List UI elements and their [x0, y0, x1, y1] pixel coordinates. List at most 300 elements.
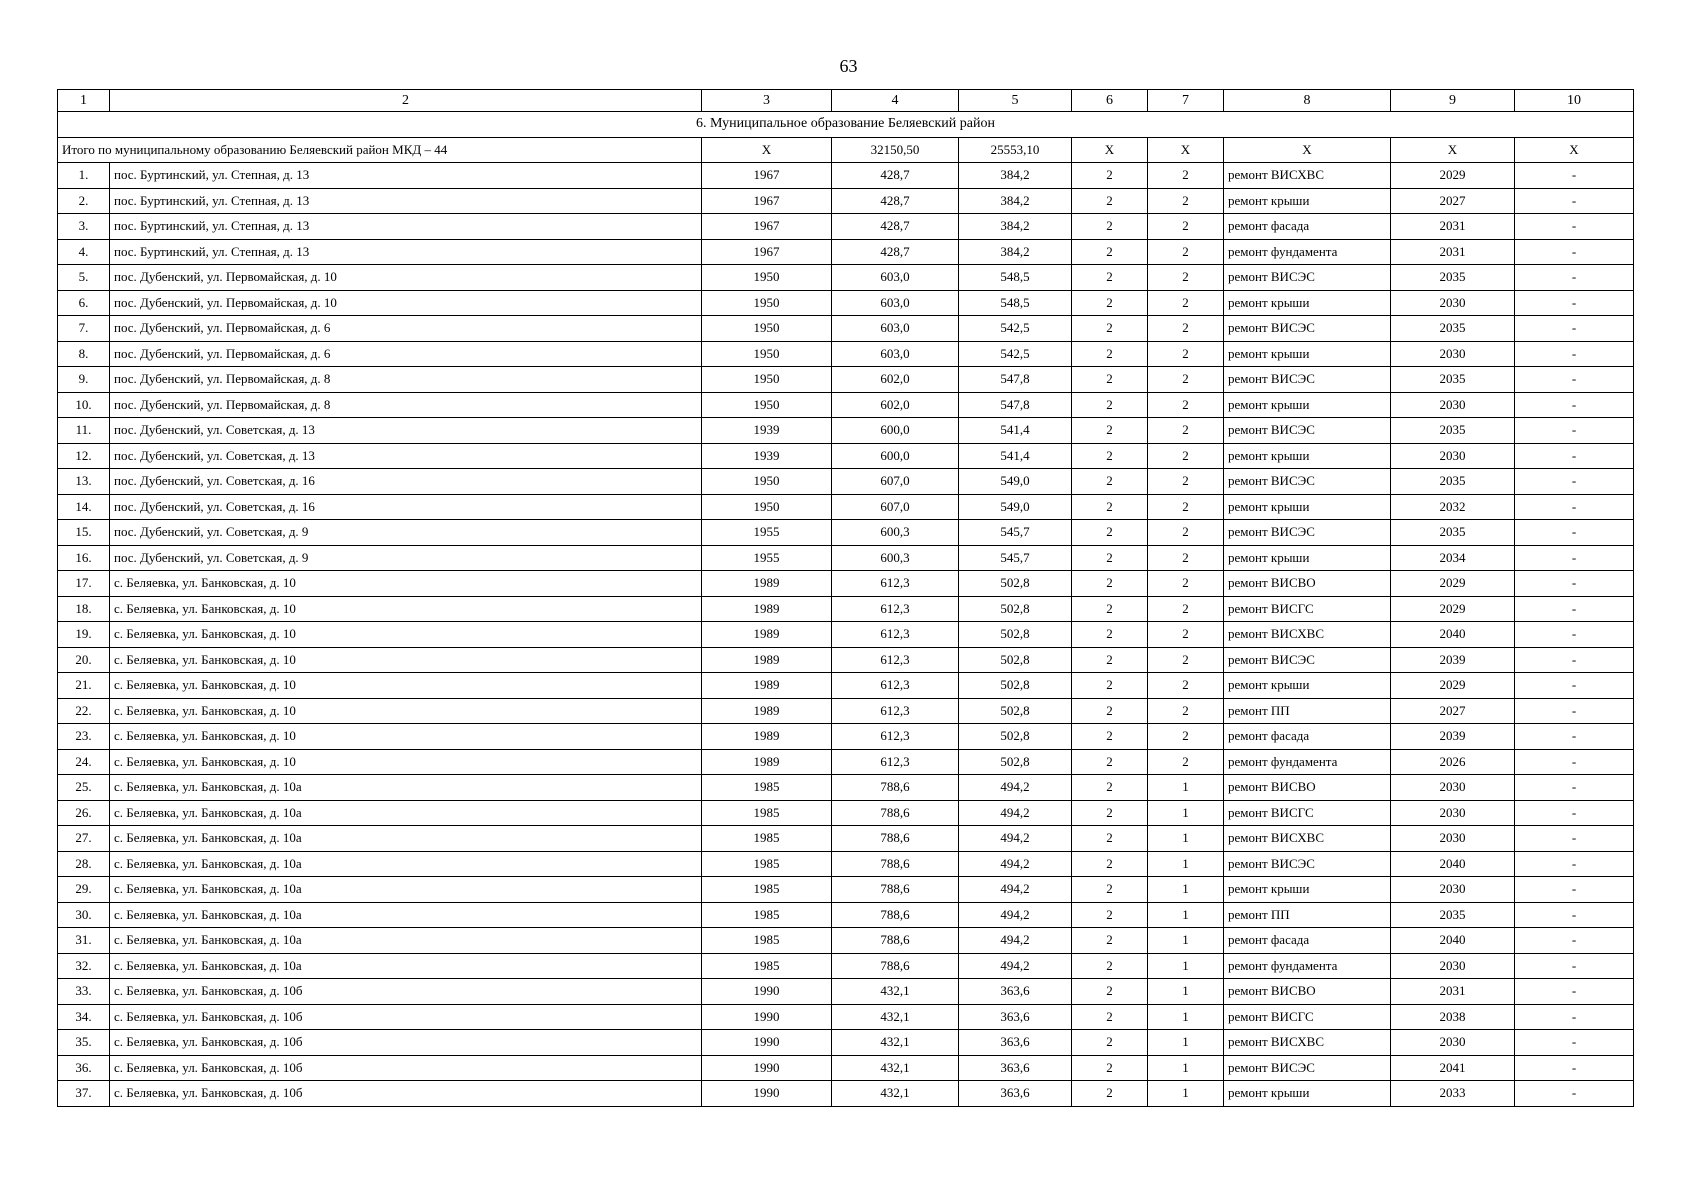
year-cell: 1989 [702, 749, 832, 775]
year-cell: 1967 [702, 163, 832, 189]
planned-year-cell: 2029 [1391, 673, 1515, 699]
area-living-cell: 363,6 [959, 1004, 1072, 1030]
table-row [58, 520, 1634, 546]
planned-year-cell: 2029 [1391, 163, 1515, 189]
col10-cell: - [1515, 239, 1634, 265]
area-living-cell: 502,8 [959, 698, 1072, 724]
area-living-cell: 502,8 [959, 622, 1072, 648]
col7-cell: 2 [1148, 571, 1224, 597]
col6-cell: 2 [1072, 1055, 1148, 1081]
col6-cell: 2 [1072, 622, 1148, 648]
col7-cell: 2 [1148, 469, 1224, 495]
row-number: 3. [58, 214, 110, 240]
column-header: 10 [1515, 90, 1634, 112]
col7-cell: 2 [1148, 163, 1224, 189]
address-cell: с. Беляевка, ул. Банковская, д. 10а [110, 800, 702, 826]
work-type-cell: ремонт ВИСХВС [1224, 622, 1391, 648]
col6-cell: 2 [1072, 1004, 1148, 1030]
row-number: 33. [58, 979, 110, 1005]
work-type-cell: ремонт крыши [1224, 545, 1391, 571]
area-total-cell: 428,7 [832, 239, 959, 265]
row-number: 5. [58, 265, 110, 291]
planned-year-cell: 2030 [1391, 775, 1515, 801]
year-cell: 1985 [702, 800, 832, 826]
year-cell: 1950 [702, 494, 832, 520]
work-type-cell: ремонт ВИСЭС [1224, 265, 1391, 291]
table-row [58, 928, 1634, 954]
planned-year-cell: 2039 [1391, 647, 1515, 673]
row-number: 6. [58, 290, 110, 316]
work-type-cell: ремонт крыши [1224, 877, 1391, 903]
year-cell: 1989 [702, 673, 832, 699]
year-cell: 1985 [702, 877, 832, 903]
column-header: 2 [110, 90, 702, 112]
row-number: 18. [58, 596, 110, 622]
col10-cell: - [1515, 596, 1634, 622]
col6-cell: 2 [1072, 775, 1148, 801]
table-row [58, 902, 1634, 928]
planned-year-cell: 2030 [1391, 443, 1515, 469]
year-cell: 1967 [702, 188, 832, 214]
planned-year-cell: 2026 [1391, 749, 1515, 775]
col6-cell: 2 [1072, 953, 1148, 979]
area-living-cell: 502,8 [959, 673, 1072, 699]
col10-cell: - [1515, 749, 1634, 775]
area-total-cell: 788,6 [832, 775, 959, 801]
year-cell: 1989 [702, 596, 832, 622]
area-total-cell: 603,0 [832, 341, 959, 367]
column-header: 1 [58, 90, 110, 112]
row-number: 1. [58, 163, 110, 189]
area-living-cell: 541,4 [959, 418, 1072, 444]
table-row [58, 571, 1634, 597]
col7-cell: 1 [1148, 979, 1224, 1005]
col7-cell: 1 [1148, 1081, 1224, 1107]
address-cell: с. Беляевка, ул. Банковская, д. 10 [110, 724, 702, 750]
col6-cell: 2 [1072, 596, 1148, 622]
col10-cell: - [1515, 622, 1634, 648]
address-cell: с. Беляевка, ул. Банковская, д. 10а [110, 928, 702, 954]
col7-cell: 2 [1148, 596, 1224, 622]
year-cell: 1950 [702, 392, 832, 418]
year-cell: 1985 [702, 928, 832, 954]
col7-cell: 2 [1148, 239, 1224, 265]
area-living-cell: 494,2 [959, 775, 1072, 801]
total-cell: Х [1224, 137, 1391, 163]
planned-year-cell: 2030 [1391, 800, 1515, 826]
col6-cell: 2 [1072, 265, 1148, 291]
planned-year-cell: 2030 [1391, 1030, 1515, 1056]
col6-cell: 2 [1072, 316, 1148, 342]
address-cell: пос. Дубенский, ул. Первомайская, д. 10 [110, 290, 702, 316]
area-total-cell: 788,6 [832, 851, 959, 877]
col7-cell: 2 [1148, 698, 1224, 724]
work-type-cell: ремонт крыши [1224, 443, 1391, 469]
work-type-cell: ремонт ВИСВО [1224, 571, 1391, 597]
area-living-cell: 363,6 [959, 1055, 1072, 1081]
col7-cell: 2 [1148, 214, 1224, 240]
work-type-cell: ремонт фасада [1224, 214, 1391, 240]
work-type-cell: ремонт крыши [1224, 290, 1391, 316]
address-cell: с. Беляевка, ул. Банковская, д. 10 [110, 571, 702, 597]
planned-year-cell: 2031 [1391, 214, 1515, 240]
area-living-cell: 363,6 [959, 1030, 1072, 1056]
col7-cell: 1 [1148, 902, 1224, 928]
row-number: 31. [58, 928, 110, 954]
row-number: 9. [58, 367, 110, 393]
col6-cell: 2 [1072, 902, 1148, 928]
area-living-cell: 549,0 [959, 494, 1072, 520]
col7-cell: 2 [1148, 673, 1224, 699]
area-total-cell: 788,6 [832, 953, 959, 979]
col10-cell: - [1515, 214, 1634, 240]
work-type-cell: ремонт ВИСЭС [1224, 851, 1391, 877]
table-row [58, 698, 1634, 724]
planned-year-cell: 2040 [1391, 622, 1515, 648]
col6-cell: 2 [1072, 367, 1148, 393]
col7-cell: 2 [1148, 494, 1224, 520]
address-cell: пос. Дубенский, ул. Советская, д. 16 [110, 469, 702, 495]
area-total-cell: 603,0 [832, 265, 959, 291]
area-living-cell: 494,2 [959, 928, 1072, 954]
address-cell: с. Беляевка, ул. Банковская, д. 10 [110, 698, 702, 724]
year-cell: 1985 [702, 902, 832, 928]
work-type-cell: ремонт ВИСХВС [1224, 163, 1391, 189]
area-living-cell: 384,2 [959, 239, 1072, 265]
col10-cell: - [1515, 851, 1634, 877]
year-cell: 1989 [702, 647, 832, 673]
col10-cell: - [1515, 877, 1634, 903]
table-row [58, 1055, 1634, 1081]
year-cell: 1950 [702, 316, 832, 342]
col7-cell: 2 [1148, 392, 1224, 418]
planned-year-cell: 2035 [1391, 316, 1515, 342]
area-living-cell: 363,6 [959, 979, 1072, 1005]
area-living-cell: 363,6 [959, 1081, 1072, 1107]
col10-cell: - [1515, 1004, 1634, 1030]
col6-cell: 2 [1072, 571, 1148, 597]
work-type-cell: ремонт ПП [1224, 902, 1391, 928]
area-total-cell: 788,6 [832, 928, 959, 954]
col7-cell: 2 [1148, 265, 1224, 291]
col6-cell: 2 [1072, 469, 1148, 495]
area-total-cell: 612,3 [832, 647, 959, 673]
work-type-cell: ремонт ВИСЭС [1224, 647, 1391, 673]
table-row [58, 826, 1634, 852]
row-number: 28. [58, 851, 110, 877]
table-row [58, 979, 1634, 1005]
col6-cell: 2 [1072, 749, 1148, 775]
col10-cell: - [1515, 367, 1634, 393]
table-row [58, 494, 1634, 520]
col10-cell: - [1515, 163, 1634, 189]
row-number: 7. [58, 316, 110, 342]
col7-cell: 1 [1148, 800, 1224, 826]
work-type-cell: ремонт ВИСЭС [1224, 367, 1391, 393]
col7-cell: 2 [1148, 443, 1224, 469]
year-cell: 1990 [702, 1004, 832, 1030]
address-cell: с. Беляевка, ул. Банковская, д. 10 [110, 749, 702, 775]
area-living-cell: 545,7 [959, 545, 1072, 571]
column-header: 9 [1391, 90, 1515, 112]
year-cell: 1990 [702, 1030, 832, 1056]
column-header: 6 [1072, 90, 1148, 112]
table-row [58, 673, 1634, 699]
table-row [58, 877, 1634, 903]
table-row [58, 1030, 1634, 1056]
total-cell: Х [1148, 137, 1224, 163]
planned-year-cell: 2027 [1391, 188, 1515, 214]
col7-cell: 2 [1148, 418, 1224, 444]
work-type-cell: ремонт крыши [1224, 673, 1391, 699]
area-living-cell: 494,2 [959, 800, 1072, 826]
table-row [58, 418, 1634, 444]
col10-cell: - [1515, 545, 1634, 571]
row-number: 11. [58, 418, 110, 444]
planned-year-cell: 2031 [1391, 979, 1515, 1005]
area-living-cell: 547,8 [959, 367, 1072, 393]
year-cell: 1989 [702, 724, 832, 750]
table-row [58, 163, 1634, 189]
table-row [58, 188, 1634, 214]
row-number: 17. [58, 571, 110, 597]
year-cell: 1985 [702, 826, 832, 852]
area-total-cell: 432,1 [832, 979, 959, 1005]
planned-year-cell: 2035 [1391, 520, 1515, 546]
col7-cell: 1 [1148, 1055, 1224, 1081]
col10-cell: - [1515, 188, 1634, 214]
area-living-cell: 549,0 [959, 469, 1072, 495]
table-row [58, 622, 1634, 648]
total-cell: Х [1515, 137, 1634, 163]
col6-cell: 2 [1072, 979, 1148, 1005]
area-total-cell: 600,3 [832, 520, 959, 546]
area-living-cell: 542,5 [959, 341, 1072, 367]
total-cell: Х [1391, 137, 1515, 163]
col7-cell: 2 [1148, 545, 1224, 571]
col10-cell: - [1515, 520, 1634, 546]
table-row [58, 367, 1634, 393]
area-total-cell: 428,7 [832, 214, 959, 240]
col10-cell: - [1515, 673, 1634, 699]
area-total-cell: 788,6 [832, 902, 959, 928]
col10-cell: - [1515, 443, 1634, 469]
area-total-cell: 432,1 [832, 1030, 959, 1056]
planned-year-cell: 2031 [1391, 239, 1515, 265]
year-cell: 1967 [702, 214, 832, 240]
planned-year-cell: 2030 [1391, 392, 1515, 418]
col6-cell: 2 [1072, 1081, 1148, 1107]
col6-cell: 2 [1072, 188, 1148, 214]
work-type-cell: ремонт ВИСГС [1224, 596, 1391, 622]
repair-program-table [57, 89, 1634, 1107]
address-cell: с. Беляевка, ул. Банковская, д. 10б [110, 979, 702, 1005]
col6-cell: 2 [1072, 494, 1148, 520]
row-number: 21. [58, 673, 110, 699]
col6-cell: 2 [1072, 418, 1148, 444]
area-living-cell: 545,7 [959, 520, 1072, 546]
address-cell: пос. Дубенский, ул. Первомайская, д. 10 [110, 265, 702, 291]
col6-cell: 2 [1072, 163, 1148, 189]
row-number: 2. [58, 188, 110, 214]
year-cell: 1985 [702, 851, 832, 877]
year-cell: 1950 [702, 367, 832, 393]
col7-cell: 1 [1148, 1004, 1224, 1030]
work-type-cell: ремонт ВИСЭС [1224, 469, 1391, 495]
row-number: 29. [58, 877, 110, 903]
area-total-cell: 432,1 [832, 1081, 959, 1107]
planned-year-cell: 2040 [1391, 851, 1515, 877]
col7-cell: 1 [1148, 877, 1224, 903]
row-number: 13. [58, 469, 110, 495]
planned-year-cell: 2035 [1391, 418, 1515, 444]
col10-cell: - [1515, 1030, 1634, 1056]
col7-cell: 2 [1148, 316, 1224, 342]
work-type-cell: ремонт фасада [1224, 724, 1391, 750]
planned-year-cell: 2030 [1391, 953, 1515, 979]
area-total-cell: 607,0 [832, 494, 959, 520]
col6-cell: 2 [1072, 341, 1148, 367]
col7-cell: 2 [1148, 749, 1224, 775]
address-cell: пос. Дубенский, ул. Советская, д. 9 [110, 545, 702, 571]
planned-year-cell: 2030 [1391, 341, 1515, 367]
table-row [58, 239, 1634, 265]
table-row [58, 443, 1634, 469]
area-living-cell: 384,2 [959, 214, 1072, 240]
planned-year-cell: 2040 [1391, 928, 1515, 954]
table-row [58, 851, 1634, 877]
work-type-cell: ремонт ВИСГС [1224, 1004, 1391, 1030]
col7-cell: 2 [1148, 520, 1224, 546]
address-cell: с. Беляевка, ул. Банковская, д. 10 [110, 596, 702, 622]
col7-cell: 2 [1148, 367, 1224, 393]
work-type-cell: ремонт крыши [1224, 188, 1391, 214]
col6-cell: 2 [1072, 545, 1148, 571]
row-number: 8. [58, 341, 110, 367]
total-cell: Х [702, 137, 832, 163]
col7-cell: 1 [1148, 953, 1224, 979]
col7-cell: 1 [1148, 826, 1224, 852]
planned-year-cell: 2030 [1391, 290, 1515, 316]
address-cell: пос. Буртинский, ул. Степная, д. 13 [110, 214, 702, 240]
row-number: 27. [58, 826, 110, 852]
area-total-cell: 600,3 [832, 545, 959, 571]
year-cell: 1989 [702, 698, 832, 724]
row-number: 4. [58, 239, 110, 265]
col7-cell: 2 [1148, 341, 1224, 367]
address-cell: с. Беляевка, ул. Банковская, д. 10б [110, 1030, 702, 1056]
area-total-cell: 428,7 [832, 163, 959, 189]
col6-cell: 2 [1072, 698, 1148, 724]
col7-cell: 1 [1148, 851, 1224, 877]
year-cell: 1967 [702, 239, 832, 265]
area-total-cell: 432,1 [832, 1004, 959, 1030]
row-number: 10. [58, 392, 110, 418]
col10-cell: - [1515, 290, 1634, 316]
address-cell: пос. Дубенский, ул. Советская, д. 13 [110, 418, 702, 444]
work-type-cell: ремонт крыши [1224, 392, 1391, 418]
work-type-cell: ремонт крыши [1224, 1081, 1391, 1107]
row-number: 34. [58, 1004, 110, 1030]
col6-cell: 2 [1072, 443, 1148, 469]
table-row [58, 749, 1634, 775]
col6-cell: 2 [1072, 647, 1148, 673]
col7-cell: 2 [1148, 724, 1224, 750]
work-type-cell: ремонт фундамента [1224, 953, 1391, 979]
area-total-cell: 612,3 [832, 724, 959, 750]
col10-cell: - [1515, 571, 1634, 597]
total-cell: Х [1072, 137, 1148, 163]
col10-cell: - [1515, 902, 1634, 928]
year-cell: 1939 [702, 418, 832, 444]
column-header: 4 [832, 90, 959, 112]
col10-cell: - [1515, 826, 1634, 852]
col10-cell: - [1515, 265, 1634, 291]
address-cell: с. Беляевка, ул. Банковская, д. 10 [110, 622, 702, 648]
total-row [58, 137, 1634, 163]
col10-cell: - [1515, 928, 1634, 954]
col10-cell: - [1515, 800, 1634, 826]
col10-cell: - [1515, 1081, 1634, 1107]
row-number: 16. [58, 545, 110, 571]
col6-cell: 2 [1072, 392, 1148, 418]
year-cell: 1950 [702, 469, 832, 495]
work-type-cell: ремонт ВИСЭС [1224, 418, 1391, 444]
address-cell: пос. Дубенский, ул. Советская, д. 16 [110, 494, 702, 520]
work-type-cell: ремонт ВИСХВС [1224, 1030, 1391, 1056]
table-row [58, 214, 1634, 240]
address-cell: с. Беляевка, ул. Банковская, д. 10б [110, 1004, 702, 1030]
area-total-cell: 428,7 [832, 188, 959, 214]
row-number: 19. [58, 622, 110, 648]
row-number: 24. [58, 749, 110, 775]
address-cell: с. Беляевка, ул. Банковская, д. 10а [110, 775, 702, 801]
work-type-cell: ремонт ВИСЭС [1224, 1055, 1391, 1081]
work-type-cell: ремонт фундамента [1224, 239, 1391, 265]
table-row [58, 341, 1634, 367]
address-cell: пос. Дубенский, ул. Советская, д. 13 [110, 443, 702, 469]
area-total-cell: 612,3 [832, 571, 959, 597]
address-cell: с. Беляевка, ул. Банковская, д. 10а [110, 953, 702, 979]
row-number: 35. [58, 1030, 110, 1056]
col6-cell: 2 [1072, 851, 1148, 877]
table-row [58, 775, 1634, 801]
col10-cell: - [1515, 953, 1634, 979]
area-total-cell: 600,0 [832, 443, 959, 469]
area-living-cell: 502,8 [959, 724, 1072, 750]
column-header: 7 [1148, 90, 1224, 112]
address-cell: с. Беляевка, ул. Банковская, д. 10 [110, 647, 702, 673]
col7-cell: 1 [1148, 1030, 1224, 1056]
area-living-cell: 384,2 [959, 188, 1072, 214]
address-cell: пос. Буртинский, ул. Степная, д. 13 [110, 163, 702, 189]
area-living-cell: 547,8 [959, 392, 1072, 418]
col10-cell: - [1515, 392, 1634, 418]
work-type-cell: ремонт фундамента [1224, 749, 1391, 775]
page-number: 63 [839, 56, 858, 76]
area-total-cell: 788,6 [832, 877, 959, 903]
section-title: 6. Муниципальное образование Беляевский район [58, 112, 1634, 138]
row-number: 36. [58, 1055, 110, 1081]
section-title-row [58, 112, 1634, 138]
col7-cell: 2 [1148, 647, 1224, 673]
table-row [58, 724, 1634, 750]
area-living-cell: 494,2 [959, 902, 1072, 928]
column-header: 5 [959, 90, 1072, 112]
col7-cell: 1 [1148, 775, 1224, 801]
area-total-cell: 612,3 [832, 698, 959, 724]
total-cell: 32150,50 [832, 137, 959, 163]
